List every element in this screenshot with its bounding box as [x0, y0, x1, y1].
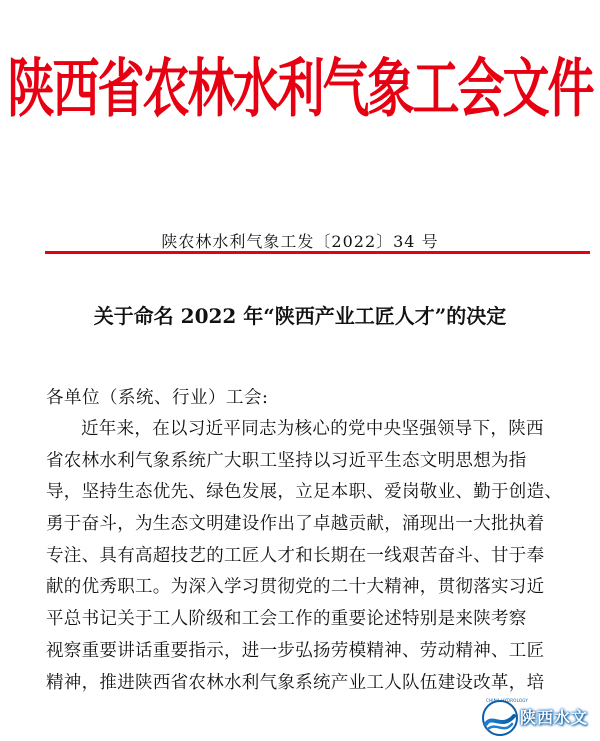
document-title: 关于命名 2022 年“陕西产业工匠人才”的决定	[93, 304, 507, 328]
body-line: 勇于奋斗，为生态文明建设作出了卓越贡献，涌现出一大批执着	[46, 514, 545, 535]
body-line: 视察重要讲话重要指示，进一步弘扬劳模精神、劳动精神、工匠	[46, 640, 545, 661]
document-masthead: 陕西省农林水利气象工会文件	[7, 52, 593, 127]
red-divider-line	[45, 251, 590, 254]
body-line: 精神，推进陕西省农林水利气象系统产业工人队伍建设改革，培	[46, 672, 545, 693]
body-line: 献的优秀职工。为深入学习贯彻党的二十大精神，贯彻落实习近	[46, 577, 545, 598]
body-line: 平总书记关于工人阶级和工会工作的重要论述特别是来陕考察	[46, 609, 527, 630]
document-body	[46, 414, 594, 699]
body-line: 导，坚持生态优先、绿色发展，立足本职、爱岗敬业、勤于创造、	[46, 482, 563, 503]
body-line: 专注、具有高超技艺的工匠人才和长期在一线艰苦奋斗、甘于奉	[46, 545, 545, 566]
body-line: 近年来，在以习近平同志为核心的党中央坚强领导下，陕西	[81, 419, 544, 439]
salutation: 各单位（系统、行业）工会:	[46, 388, 269, 408]
document-number: 陕农林水利气象工发〔2022〕34 号	[161, 232, 439, 251]
body-line: 省农林水利气象系统广大职工坚持以习近平生态文明思想为指	[46, 450, 527, 471]
watermark-logo-text: CHINA HYDROLOGY	[486, 698, 529, 703]
watermark-text: 陕西水文	[520, 708, 589, 727]
